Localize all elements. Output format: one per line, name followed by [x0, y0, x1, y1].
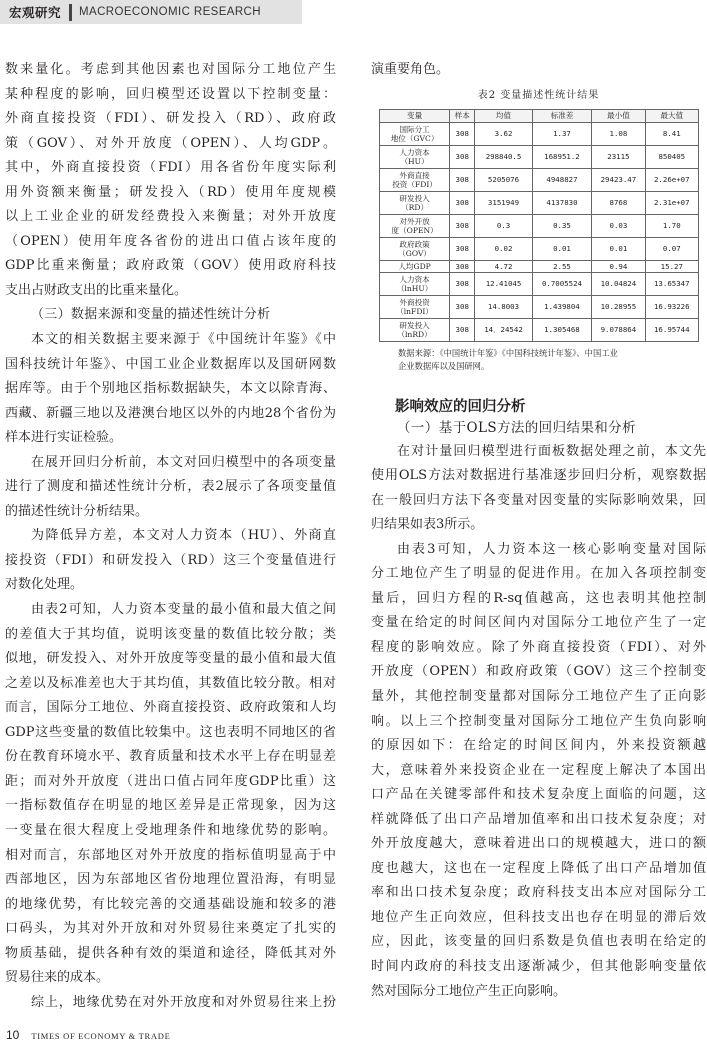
- table-cell: 8768: [592, 191, 645, 214]
- text-line: 物质基础，提供各种有效的渠道和途径，降低其对外: [5, 945, 336, 961]
- table-cell: 3.62: [475, 122, 532, 145]
- header-divider: [69, 4, 72, 21]
- variable-name-cell: [380, 145, 450, 168]
- text-line: 的描述性统计分析结果。: [5, 503, 149, 519]
- text-line: 之差以及标准差也大于其均值，其数值比较分散。相对: [5, 675, 336, 691]
- subheading-data-source: （三）数据来源和变量的描述性统计分析: [31, 307, 271, 323]
- descriptive-stats-table: [379, 109, 699, 342]
- text-line: 据库等。由于个别地区指标数据缺失，本文以除青海、: [5, 381, 336, 397]
- table-cell: 10.04824: [592, 272, 645, 295]
- variable-name-line: （RD）: [401, 202, 429, 212]
- text-line: 以上工业企业的研发经费投入来衡量；对外开放度: [5, 209, 336, 225]
- text-line: 支出占财政支出的比重来量化。: [5, 282, 188, 298]
- right-column: [371, 58, 706, 1004]
- paragraph: [371, 538, 706, 1004]
- variable-name-cell: [380, 191, 450, 214]
- table-note: [398, 347, 698, 373]
- table-cell: 308: [450, 237, 475, 260]
- variable-name-line: （lnRD）: [397, 329, 432, 339]
- table-row: [380, 272, 699, 295]
- table-title: 表2 变量描述性统计结果: [477, 89, 600, 101]
- paragraph: [5, 451, 336, 525]
- variable-name-line: 外商直接: [399, 170, 430, 180]
- paragraph: [371, 440, 706, 538]
- text-line: 某种程度的影响，回归模型还设置以下控制变量：: [5, 86, 336, 102]
- table-cell: 308: [450, 272, 475, 295]
- table-cell: 308: [450, 295, 475, 318]
- text-line: 演重要角色。: [371, 62, 450, 77]
- left-column: [5, 58, 336, 1015]
- variable-name-line: 政府政策: [399, 239, 430, 249]
- text-line: 大，意味着外来投资企业在一定程度上解决了本国出: [371, 762, 706, 778]
- table-row: [380, 318, 699, 341]
- table-cell: 308: [450, 191, 475, 214]
- table-cell: 298840.5: [475, 145, 532, 168]
- variable-name-line: （lnFDI）: [396, 306, 434, 316]
- text-line: 策（GOV）、对外开放度（OPEN）、人均GDP。: [5, 135, 336, 151]
- text-line: 的地缘优势，有比较完善的交通基础设施和较多的港: [5, 896, 336, 912]
- text-line: 综上，地缘优势在对外开放度和对外贸易往来上扮: [31, 994, 336, 1010]
- variable-name-line: 人力资本: [399, 274, 430, 284]
- table-cell: 14.8003: [475, 295, 532, 318]
- text-line: 接投资（FDI）和研发投入（RD）这三个变量值进行: [5, 552, 336, 568]
- variable-name-line: 外商投资: [399, 297, 430, 307]
- text-line: 率和出口技术复杂度；政府科技支出本应对国际分工: [371, 885, 706, 901]
- table-cell: 0.35: [532, 214, 592, 237]
- table-row: [380, 237, 699, 260]
- column-header: 最小值: [592, 109, 645, 122]
- text-line: 口产品在关键零部件和技术复杂度上面临的问题，这: [371, 787, 706, 803]
- text-line: 由表2可知，人力资本变量的最小值和最大值之间: [31, 602, 336, 618]
- text-line: GDP比重来衡量；政府政策（GOV）使用政府科技: [5, 258, 336, 274]
- text-line: 变量在给定的时间区间内对国际分工地位产生了一定: [371, 615, 706, 631]
- text-line: 而言，国际分工地位、外商直接投资、政府政策和人均: [5, 700, 336, 716]
- table-cell: 14．24542: [475, 318, 532, 341]
- variable-name-line: 度（OPEN）: [391, 225, 438, 235]
- table-cell: 5205076: [475, 168, 532, 191]
- text-line: 相对而言，东部地区对外开放度的指标值明显高于中: [5, 847, 336, 863]
- table-header-row: [380, 109, 699, 122]
- text-line: 时间内政府的科技支出逐渐减少，但其他影响变量依: [371, 959, 706, 975]
- table-cell: 2.55: [532, 260, 592, 272]
- table-cell: 0.01: [592, 237, 645, 260]
- text-line: 分工地位产生了明显的促进作用。在加入各项控制变: [371, 566, 706, 582]
- text-line: 量后，回归方程的R-sq值越高，这也表明其他控制: [371, 590, 706, 606]
- subheading-ols: （一）基于OLS方法的回归结果和分析: [397, 419, 636, 436]
- text-line: 程度的影响效应。除了外商直接投资（FDI）、对外: [371, 639, 706, 655]
- table-cell: 10.28955: [592, 295, 645, 318]
- text-line: 国科技统计年鉴》、中国工业企业数据库以及国研网数: [5, 356, 336, 372]
- text-line: 贸易往来的成本。: [5, 970, 110, 986]
- table-row: [380, 122, 699, 145]
- text-line: 在展开回归分析前，本文对回归模型中的各项变量: [31, 454, 336, 470]
- variable-name-line: 研发投入: [399, 193, 430, 203]
- text-line: 为降低异方差，本文对人力资本（HU）、外商直: [31, 528, 336, 544]
- table-cell: 8.41: [645, 122, 698, 145]
- column-header: 最大值: [645, 109, 698, 122]
- table-cell: 4.72: [475, 260, 532, 272]
- table-cell: 0.94: [592, 260, 645, 272]
- table-cell: 1.305468: [532, 318, 592, 341]
- table-cell: 4948827: [532, 168, 592, 191]
- table-cell: 13.65347: [645, 272, 698, 295]
- table-cell: 0.03: [592, 214, 645, 237]
- paragraph: [5, 991, 336, 1016]
- table-cell: 0.3: [475, 214, 532, 237]
- header-section-en: MACROECONOMIC RESEARCH: [79, 6, 261, 18]
- table-cell: 850405: [645, 145, 698, 168]
- table-note-line: 企业数据库以及国研网。: [398, 360, 490, 371]
- text-line: 一变量在很大程度上受地理条件和地缘优势的影响。: [5, 822, 336, 838]
- table-cell: 1.439804: [532, 295, 592, 318]
- text-line: 在对计量回归模型进行面板数据处理之前，本文先: [397, 443, 706, 459]
- text-line: 西藏、新疆三地以及港澳台地区以外的内地28个省份为: [5, 405, 336, 421]
- table-row: [380, 260, 699, 272]
- text-line: 外开放度越大，意味着进出口的规模越大，进口的额: [371, 836, 706, 852]
- variable-name-line: 研发投入: [399, 320, 430, 330]
- table-body: [380, 122, 699, 341]
- text-line: 对数化处理。: [5, 577, 84, 593]
- text-line: 应，因此，该变量的回归系数是负值也表明在给定的: [371, 934, 706, 950]
- variable-name-cell: [380, 237, 450, 260]
- column-header: 样本: [450, 109, 475, 122]
- table-cell: 308: [450, 168, 475, 191]
- text-line: 开放度（OPEN）和政府政策（GOV）这三个控制变: [371, 664, 706, 680]
- text-line: 西部地区，因为东部地区省份地理位置沿海，有明显: [5, 872, 336, 888]
- text-line: 口码头，为其对外开放和对外贸易往来奠定了扎实的: [5, 921, 336, 937]
- text-line: 数来量化。考虑到其他因素也对国际分工地位产生: [5, 62, 336, 77]
- table-cell: 2.26e+07: [645, 168, 698, 191]
- variable-name-line: （GOV）: [398, 248, 431, 258]
- variable-name-line: 地位（GVC）: [390, 133, 439, 143]
- table-cell: 4137830: [532, 191, 592, 214]
- header-section-cn: 宏观研究: [9, 5, 62, 20]
- text-line: 的差值大于其均值，说明该变量的数值比较分散；类: [5, 626, 336, 642]
- table-cell: 9.078864: [592, 318, 645, 341]
- text-line: 在一般回归方法下各变量对因变量的实际影响效果，回: [371, 492, 706, 508]
- text-line: 似地，研发投入、对外开放度等变量的最小值和最大值: [5, 651, 336, 667]
- variable-name-line: 对外开放: [399, 216, 430, 226]
- text-line: 响。以上三个控制变量对国际分工地位产生负向影响: [371, 713, 706, 729]
- paragraph: [5, 598, 336, 991]
- text-line: 归结果如表3所示。: [371, 517, 484, 533]
- text-line: 样就降低了出口产品增加值率和出口技术复杂度；对: [371, 811, 706, 827]
- table-cell: 0.01: [532, 237, 592, 260]
- text-line: 由表3可知，人力资本这一核心影响变量对国际: [397, 541, 706, 557]
- text-line: 用外资额来衡量；研发投入（RD）使用年度规模: [5, 184, 336, 200]
- table-row: [380, 295, 699, 318]
- variable-name-line: （lnHU）: [396, 283, 433, 293]
- text-line: 量外，其他控制变量都对国际分工地位产生了正向影: [371, 689, 706, 705]
- variable-name-line: 人力资本: [399, 147, 430, 157]
- variable-name-line: 投资（FDI）: [392, 179, 437, 189]
- paragraph: [5, 524, 336, 598]
- table-cell: 0.7005524: [532, 272, 592, 295]
- text-line: 样本进行实证检验。: [5, 430, 123, 446]
- variable-name-cell: [380, 260, 450, 272]
- variable-name-cell: [380, 168, 450, 191]
- text-line: 地位产生正向效应，但科技支出也存在明显的滞后效: [371, 909, 706, 925]
- table-cell: 168951.2: [532, 145, 592, 168]
- text-line: 进行了测度和描述性统计分析，表2展示了各项变量值: [5, 479, 336, 495]
- page-number: 10: [6, 1028, 20, 1042]
- table-row: [380, 214, 699, 237]
- paragraph: [5, 58, 336, 303]
- table-note-line: 数据来源：《中国统计年鉴》《中国科技统计年鉴》、中国工业: [398, 347, 618, 358]
- variable-name-cell: [380, 272, 450, 295]
- section-title: 影响效应的回归分析: [395, 398, 526, 415]
- journal-name: TIMES OF ECONOMY & TRADE: [31, 1031, 171, 1041]
- table-cell: 308: [450, 122, 475, 145]
- table-cell: 1.08: [592, 122, 645, 145]
- text-line: 距；而对外开放度（进出口值占同年度GDP比重）这: [5, 773, 336, 789]
- text-line: 其中，外商直接投资（FDI）用各省份年度实际利: [5, 160, 336, 176]
- table-cell: 308: [450, 318, 475, 341]
- variable-name-line: 国际分工: [399, 124, 430, 134]
- paragraph: [371, 58, 706, 83]
- column-header: 变量: [380, 109, 450, 122]
- text-line: 度也越大，这也在一定程度上降低了出口产品增加值: [371, 860, 706, 876]
- table-cell: 2.31e+07: [645, 191, 698, 214]
- table-cell: 0.07: [645, 237, 698, 260]
- table-cell: 1.70: [645, 214, 698, 237]
- table-cell: 3151949: [475, 191, 532, 214]
- table-cell: 12.41045: [475, 272, 532, 295]
- table-cell: 23115: [592, 145, 645, 168]
- paragraph: [5, 328, 336, 451]
- variable-name-line: （HU）: [400, 156, 429, 166]
- table-cell: 308: [450, 214, 475, 237]
- text-line: 的原因如下：在给定的时间区间内，外来投资额越: [371, 738, 706, 754]
- running-header: [0, 0, 302, 24]
- table-cell: 308: [450, 260, 475, 272]
- text-line: GDP这些变量的数值比较集中。这也表明不同地区的省: [5, 724, 336, 740]
- text-line: （OPEN）使用年度各省份的进出口值占该年度的: [5, 233, 336, 249]
- variable-name-cell: [380, 295, 450, 318]
- text-line: 一指标数值存在明显的地区差异是正常现象，因为这: [5, 798, 336, 814]
- text-line: 外商直接投资（FDI）、研发投入（RD）、政府政: [5, 111, 336, 127]
- column-header: 标准差: [532, 109, 592, 122]
- text-line: 然对国际分工地位产生正向影响。: [371, 983, 567, 999]
- variable-name-cell: [380, 318, 450, 341]
- table-cell: 15.27: [645, 260, 698, 272]
- table-row: [380, 145, 699, 168]
- table-cell: 308: [450, 145, 475, 168]
- page-footer: [6, 1028, 170, 1042]
- table-cell: 1.37: [532, 122, 592, 145]
- column-header: 均值: [475, 109, 532, 122]
- variable-name-line: 人均GDP: [398, 261, 431, 271]
- table-cell: 0.02: [475, 237, 532, 260]
- text-line: 使用OLS方法对数据进行基准逐步回归分析，观察数据: [371, 468, 706, 484]
- variable-name-cell: [380, 122, 450, 145]
- table-row: [380, 191, 699, 214]
- text-line: 份在教育环境水平、教育质量和技术水平上存在明显差: [5, 749, 336, 765]
- table-cell: 16.93226: [645, 295, 698, 318]
- table-cell: 29423.47: [592, 168, 645, 191]
- table-cell: 16.95744: [645, 318, 698, 341]
- variable-name-cell: [380, 214, 450, 237]
- table-row: [380, 168, 699, 191]
- text-line: 本文的相关数据主要来源于《中国统计年鉴》《中: [31, 332, 336, 348]
